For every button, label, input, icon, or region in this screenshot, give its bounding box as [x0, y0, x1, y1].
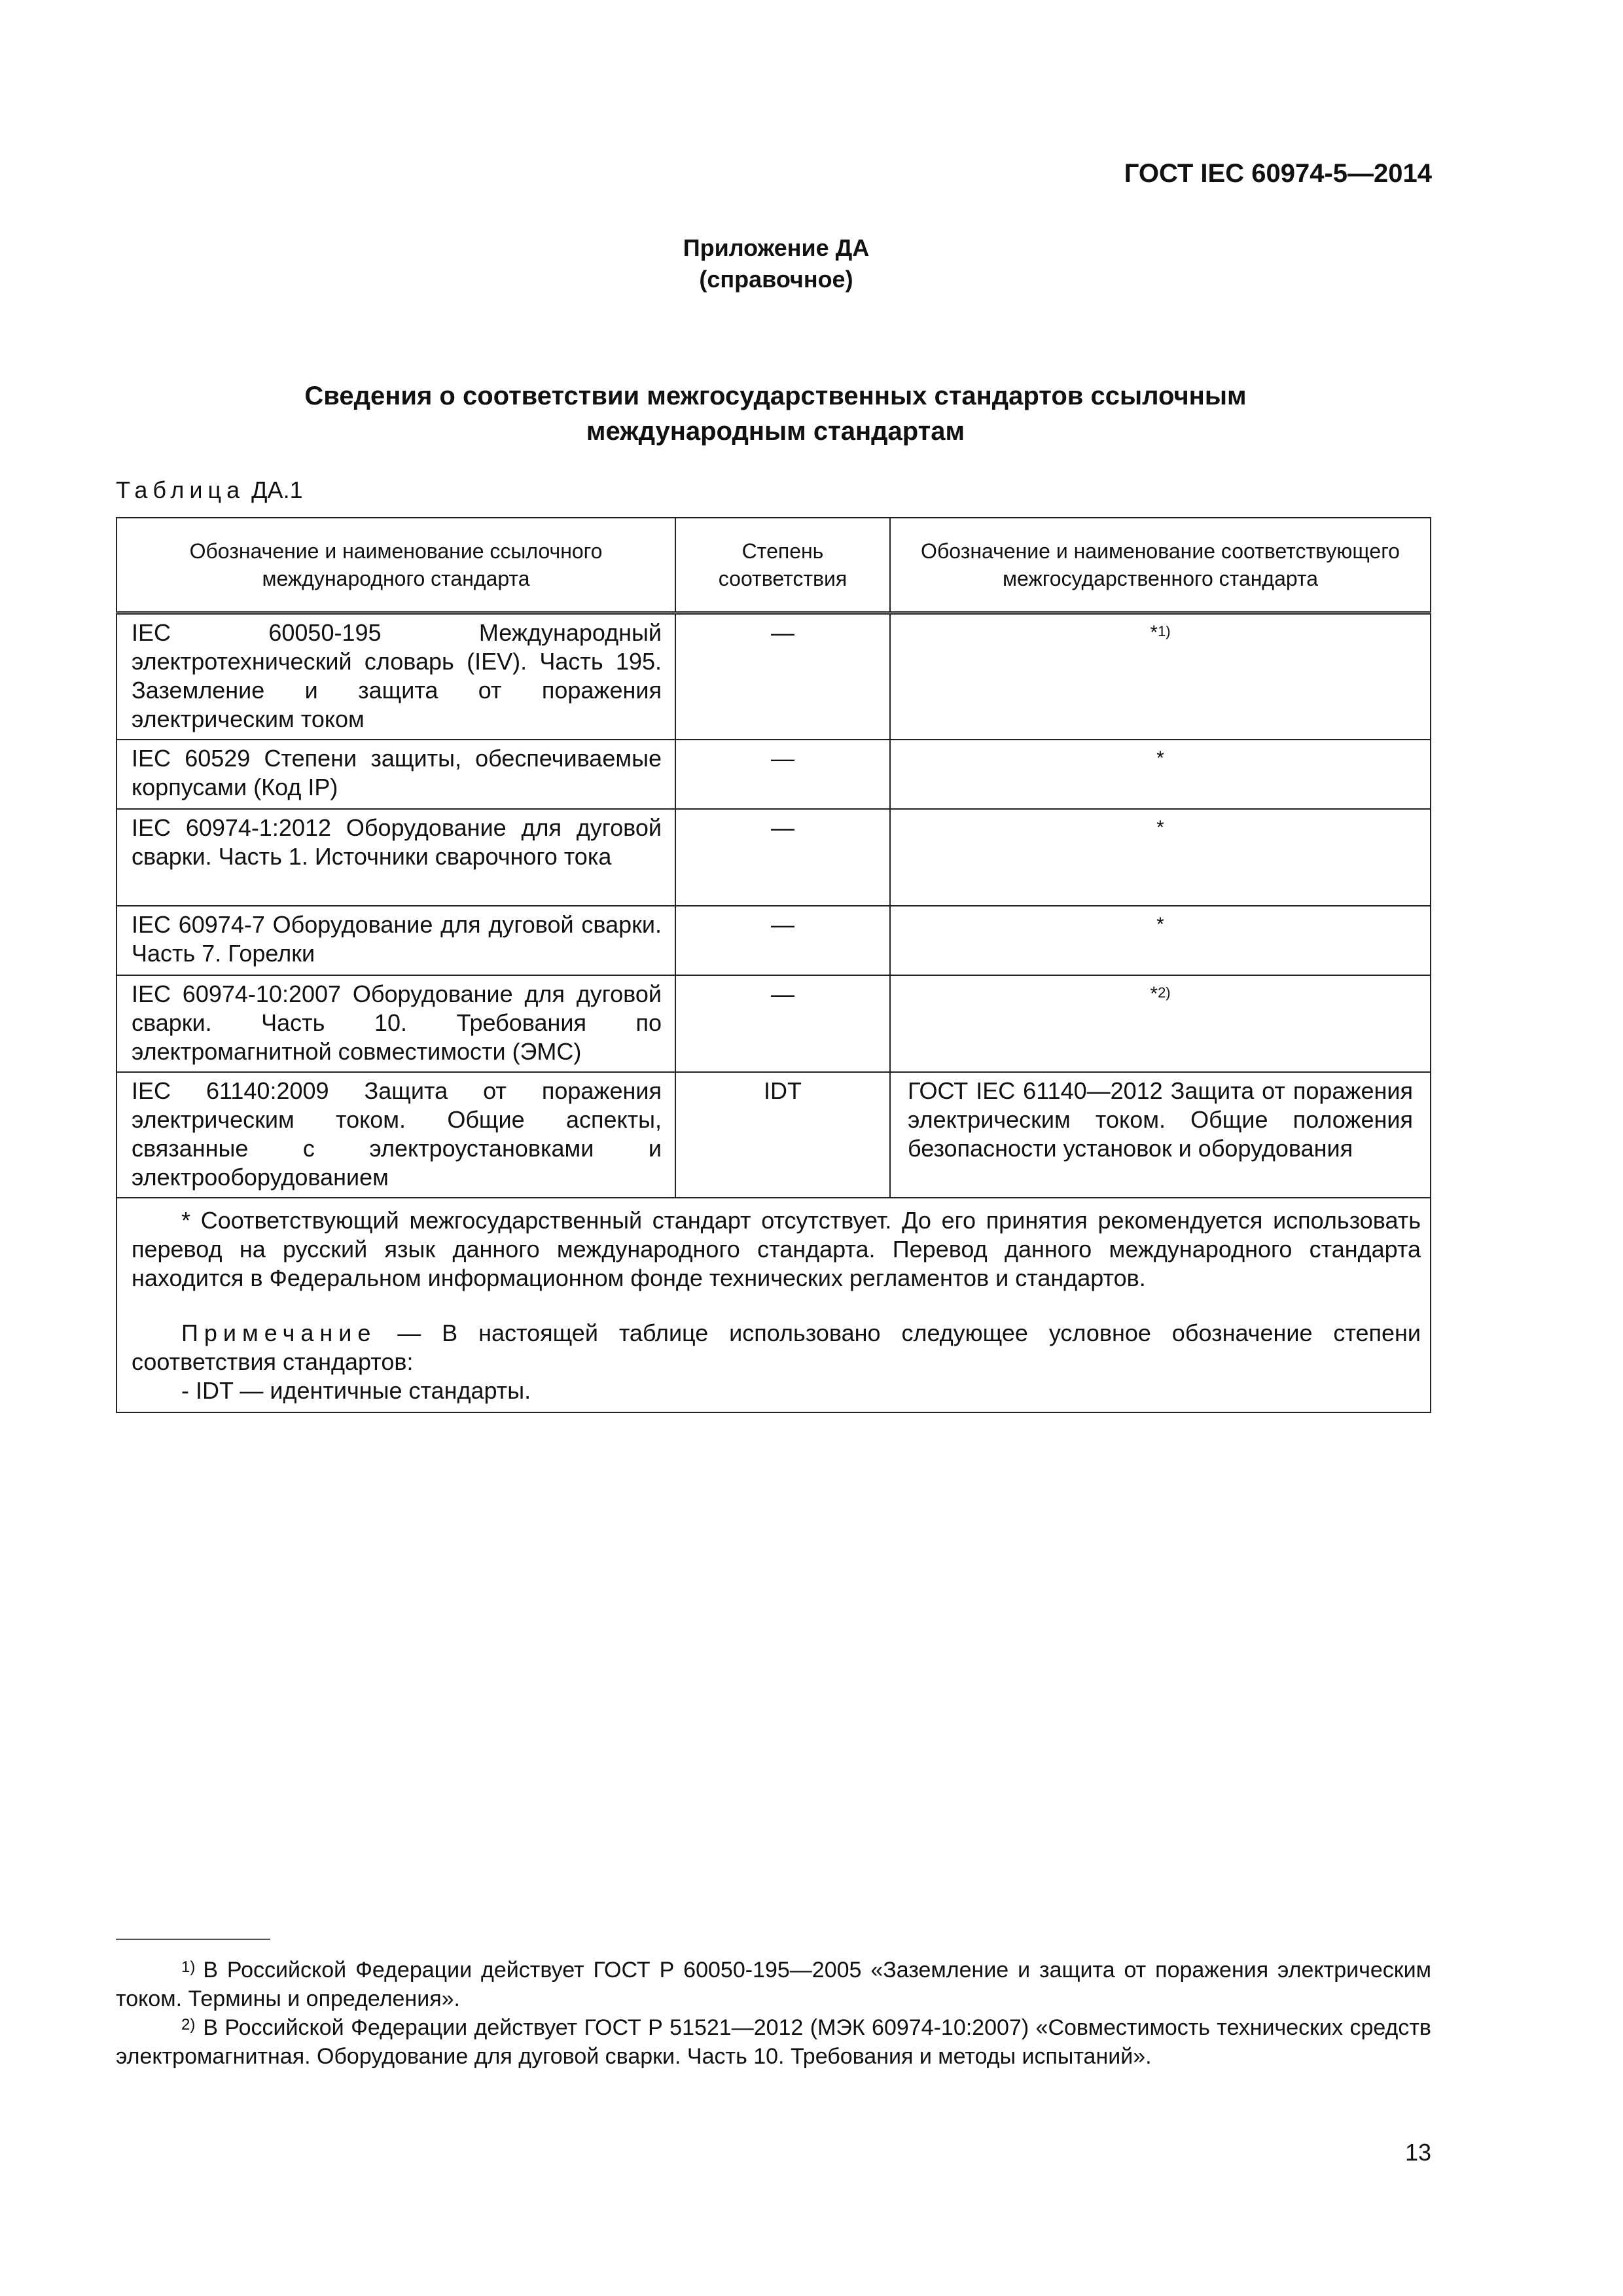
gost-cell [890, 975, 1431, 1072]
table-header-row [116, 518, 1431, 613]
gost-value: * [1156, 817, 1164, 838]
degree-cell: — [675, 613, 890, 740]
degree-cell: — [675, 740, 890, 809]
degree-cell: IDT [675, 1072, 890, 1198]
footnote-text: В Российской Федерации действует ГОСТ Р 51521—2012 (МЭК 60974-10:2007) «Совместимость технических средств электромагнитная. Оборудование для дуговой сварки. Часть 10. Требования и методы испытаний». [116, 2015, 1431, 2069]
intl-standard-cell: IEC 60974-1:2012 Оборудование для дуговой сварки. Часть 1. Источники сварочного тока [116, 809, 675, 906]
intl-standard-cell: IEC 60974-10:2007 Оборудование для дуговой сварки. Часть 10. Требования по электромагнитной совместимости (ЭМС) [116, 975, 675, 1072]
gost-cell [890, 809, 1431, 906]
table-row [116, 906, 1431, 975]
footnote-text: В Российской Федерации действует ГОСТ Р 60050-195—2005 «Заземление и защита от поражения электрическим током. Термины и определения». [116, 1958, 1431, 2011]
gost-cell [890, 740, 1431, 809]
gost-cell [890, 906, 1431, 975]
table-label-word: Таблица [116, 476, 245, 503]
table-row [116, 975, 1431, 1072]
remark [132, 1319, 1421, 1376]
table-row [116, 613, 1431, 740]
remark-item: - IDT — идентичные стандарты. [181, 1377, 531, 1404]
footnote-mark: 2) [181, 2016, 196, 2034]
annex-heading [0, 232, 1552, 295]
footnote-mark: 1) [181, 1958, 196, 1976]
section-title [196, 378, 1355, 449]
gost-cell [890, 613, 1431, 740]
footnote-divider [116, 1939, 270, 1940]
table-row [116, 740, 1431, 809]
table-notes [116, 1198, 1431, 1412]
intl-standard-cell: IEC 61140:2009 Защита от поражения электрическим током. Общие аспекты, связанные с электроустановками и электрооборудованием [116, 1072, 675, 1198]
footnote-ref: 1) [1158, 623, 1171, 639]
remark-text: — В настоящей таблице использовано следующее условное обозначение степени соответствия стандартов: [132, 1319, 1421, 1375]
degree-cell: — [675, 809, 890, 906]
table-label [116, 476, 303, 504]
footnote-2 [116, 2013, 1431, 2071]
table-label-number: ДА.1 [251, 476, 303, 503]
page-number: 13 [1404, 2139, 1431, 2166]
gost-value: * [1156, 914, 1164, 935]
header-international-standard: Обозначение и наименование ссылочного международного стандарта [116, 518, 675, 613]
table-notes-row [116, 1198, 1431, 1412]
header-degree: Степень соответствия [675, 518, 890, 613]
remark-word: Примечание [181, 1319, 377, 1346]
table-row [116, 809, 1431, 906]
intl-standard-cell: IEC 60050-195 Международный электротехнический словарь (IEV). Часть 195. Заземление и защита от поражения электрическим током [116, 613, 675, 740]
gost-value: * [1156, 747, 1164, 769]
gost-value: * [1150, 622, 1158, 643]
correspondence-table [116, 517, 1431, 1413]
gost-value: * [1150, 983, 1158, 1005]
intl-standard-cell: IEC 60529 Степени защиты, обеспечиваемые корпусами (Код IP) [116, 740, 675, 809]
gost-cell: ГОСТ IEC 61140—2012 Защита от поражения электрическим током. Общие положения безопасности установок и оборудования [890, 1072, 1431, 1198]
annex-subtitle: (справочное) [699, 266, 853, 293]
degree-cell: — [675, 975, 890, 1072]
section-title-line-1: Сведения о соответствии межгосударственных стандартов ссылочным [304, 382, 1247, 410]
star-note: * Соответствующий межгосударственный стандарт отсутствует. До его принятия рекомендуется использовать перевод на русский язык данного международного стандарта. Перевод данного международного стандарта находится в Федеральном информационном фонде технических регламентов и стандартов. [132, 1207, 1421, 1291]
document-code: ГОСТ IEC 60974-5—2014 [1124, 159, 1432, 188]
footnote-1 [116, 1956, 1431, 2013]
table-row [116, 1072, 1431, 1198]
annex-title: Приложение ДА [683, 234, 870, 261]
intl-standard-cell: IEC 60974-7 Оборудование для дуговой сварки. Часть 7. Горелки [116, 906, 675, 975]
degree-cell: — [675, 906, 890, 975]
header-interstate-standard: Обозначение и наименование соответствующего межгосударственного стандарта [890, 518, 1431, 613]
section-title-line-2: международным стандартам [586, 417, 965, 446]
footnote-ref: 2) [1158, 984, 1171, 1001]
